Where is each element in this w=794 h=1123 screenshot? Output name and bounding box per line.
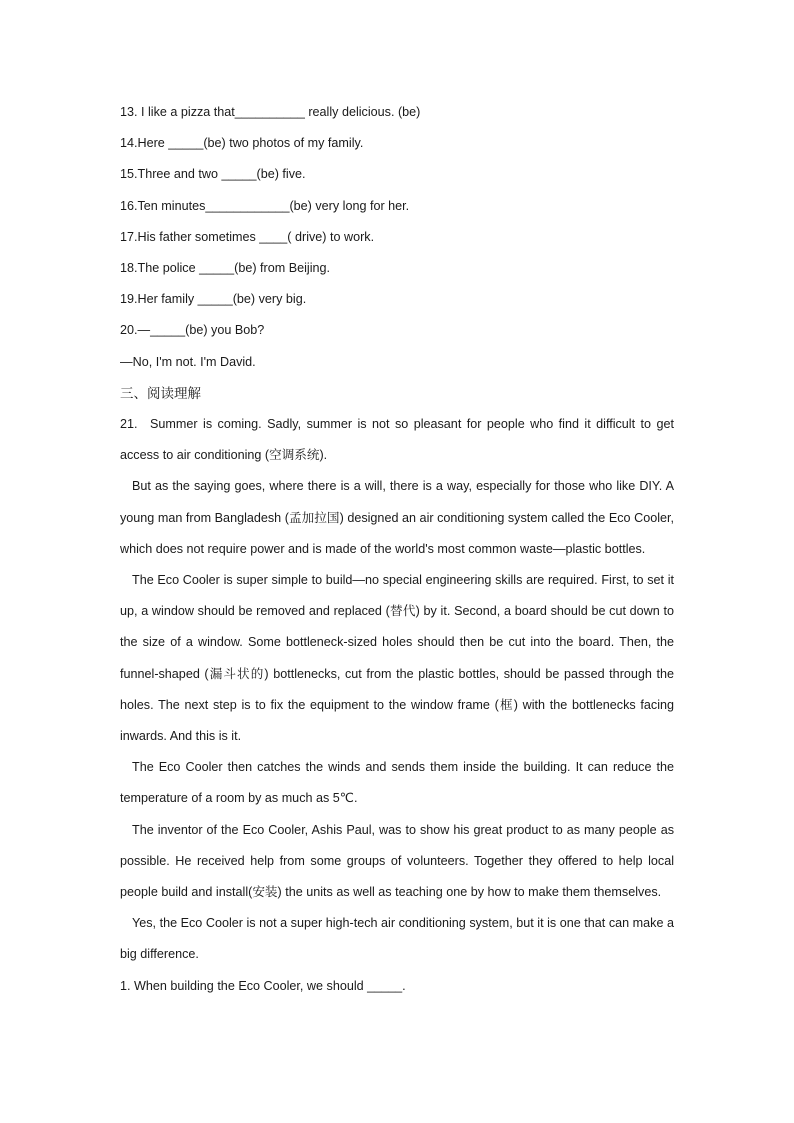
reading-paragraph-3: The Eco Cooler is super simple to build—no special engineering skills are required. First, to set it up, a window should be removed and replaced (替代) by it. Second, a board should be cut down to the size of a window. Some bottleneck-sized holes should then be cut into the board. Then, the funnel-shaped (漏斗状的) bottlenecks, cut from the plastic bottles, should be passed through the holes. The next step is to fix the equipment to the window frame (框) with the bottlenecks facing inwards. And this is it. (120, 573, 674, 744)
exercise-17: 17.His father sometimes ____( drive) to work. (120, 229, 375, 244)
exercise-18: 18.The police _____(be) from Beijing. (120, 261, 331, 276)
document-content (120, 97, 674, 1002)
reading-paragraph-2: But as the saying goes, where there is a will, there is a way, especially for those who like DIY. A young man from Bangladesh (孟加拉国) designed an air conditioning system called the Eco Cooler, which does not require power and is made of the world's most common waste—plastic bottles. (120, 479, 674, 556)
exercise-16: 16.Ten minutes____________(be) very long for her. (120, 198, 410, 213)
section-heading: 三、阅读理解 (120, 385, 201, 401)
reading-paragraph-6: Yes, the Eco Cooler is not a super high-tech air conditioning system, but it is one that can make a big difference. (120, 916, 674, 962)
exercise-20-answer: —No, I'm not. I'm David. (120, 354, 256, 369)
exercise-19: 19.Her family _____(be) very big. (120, 292, 307, 307)
exercise-20-question: 20.—_____(be) you Bob? (120, 323, 265, 338)
reading-paragraph-5: The inventor of the Eco Cooler, Ashis Paul, was to show his great product to as many people as possible. He received help from some groups of volunteers. Together they offered to help local people build and install(安装) the units as well as teaching one by how to make them themselves. (120, 822, 674, 900)
reading-paragraph-4: The Eco Cooler then catches the winds and sends them inside the building. It can reduce the temperature of a room by as much as 5℃. (120, 760, 674, 806)
exercise-14: 14.Here _____(be) two photos of my family. (120, 136, 364, 151)
reading-question-1: 1. When building the Eco Cooler, we should _____. (120, 978, 406, 993)
exercise-13: 13. I like a pizza that__________ really delicious. (be) (120, 105, 421, 119)
reading-number: 21. (120, 417, 138, 432)
exercise-15: 15.Three and two _____(be) five. (120, 167, 306, 182)
reading-paragraph-1: 21. Summer is coming. Sadly, summer is not so pleasant for people who find it difficult to get access to air conditioning (空调系统). (120, 409, 674, 471)
